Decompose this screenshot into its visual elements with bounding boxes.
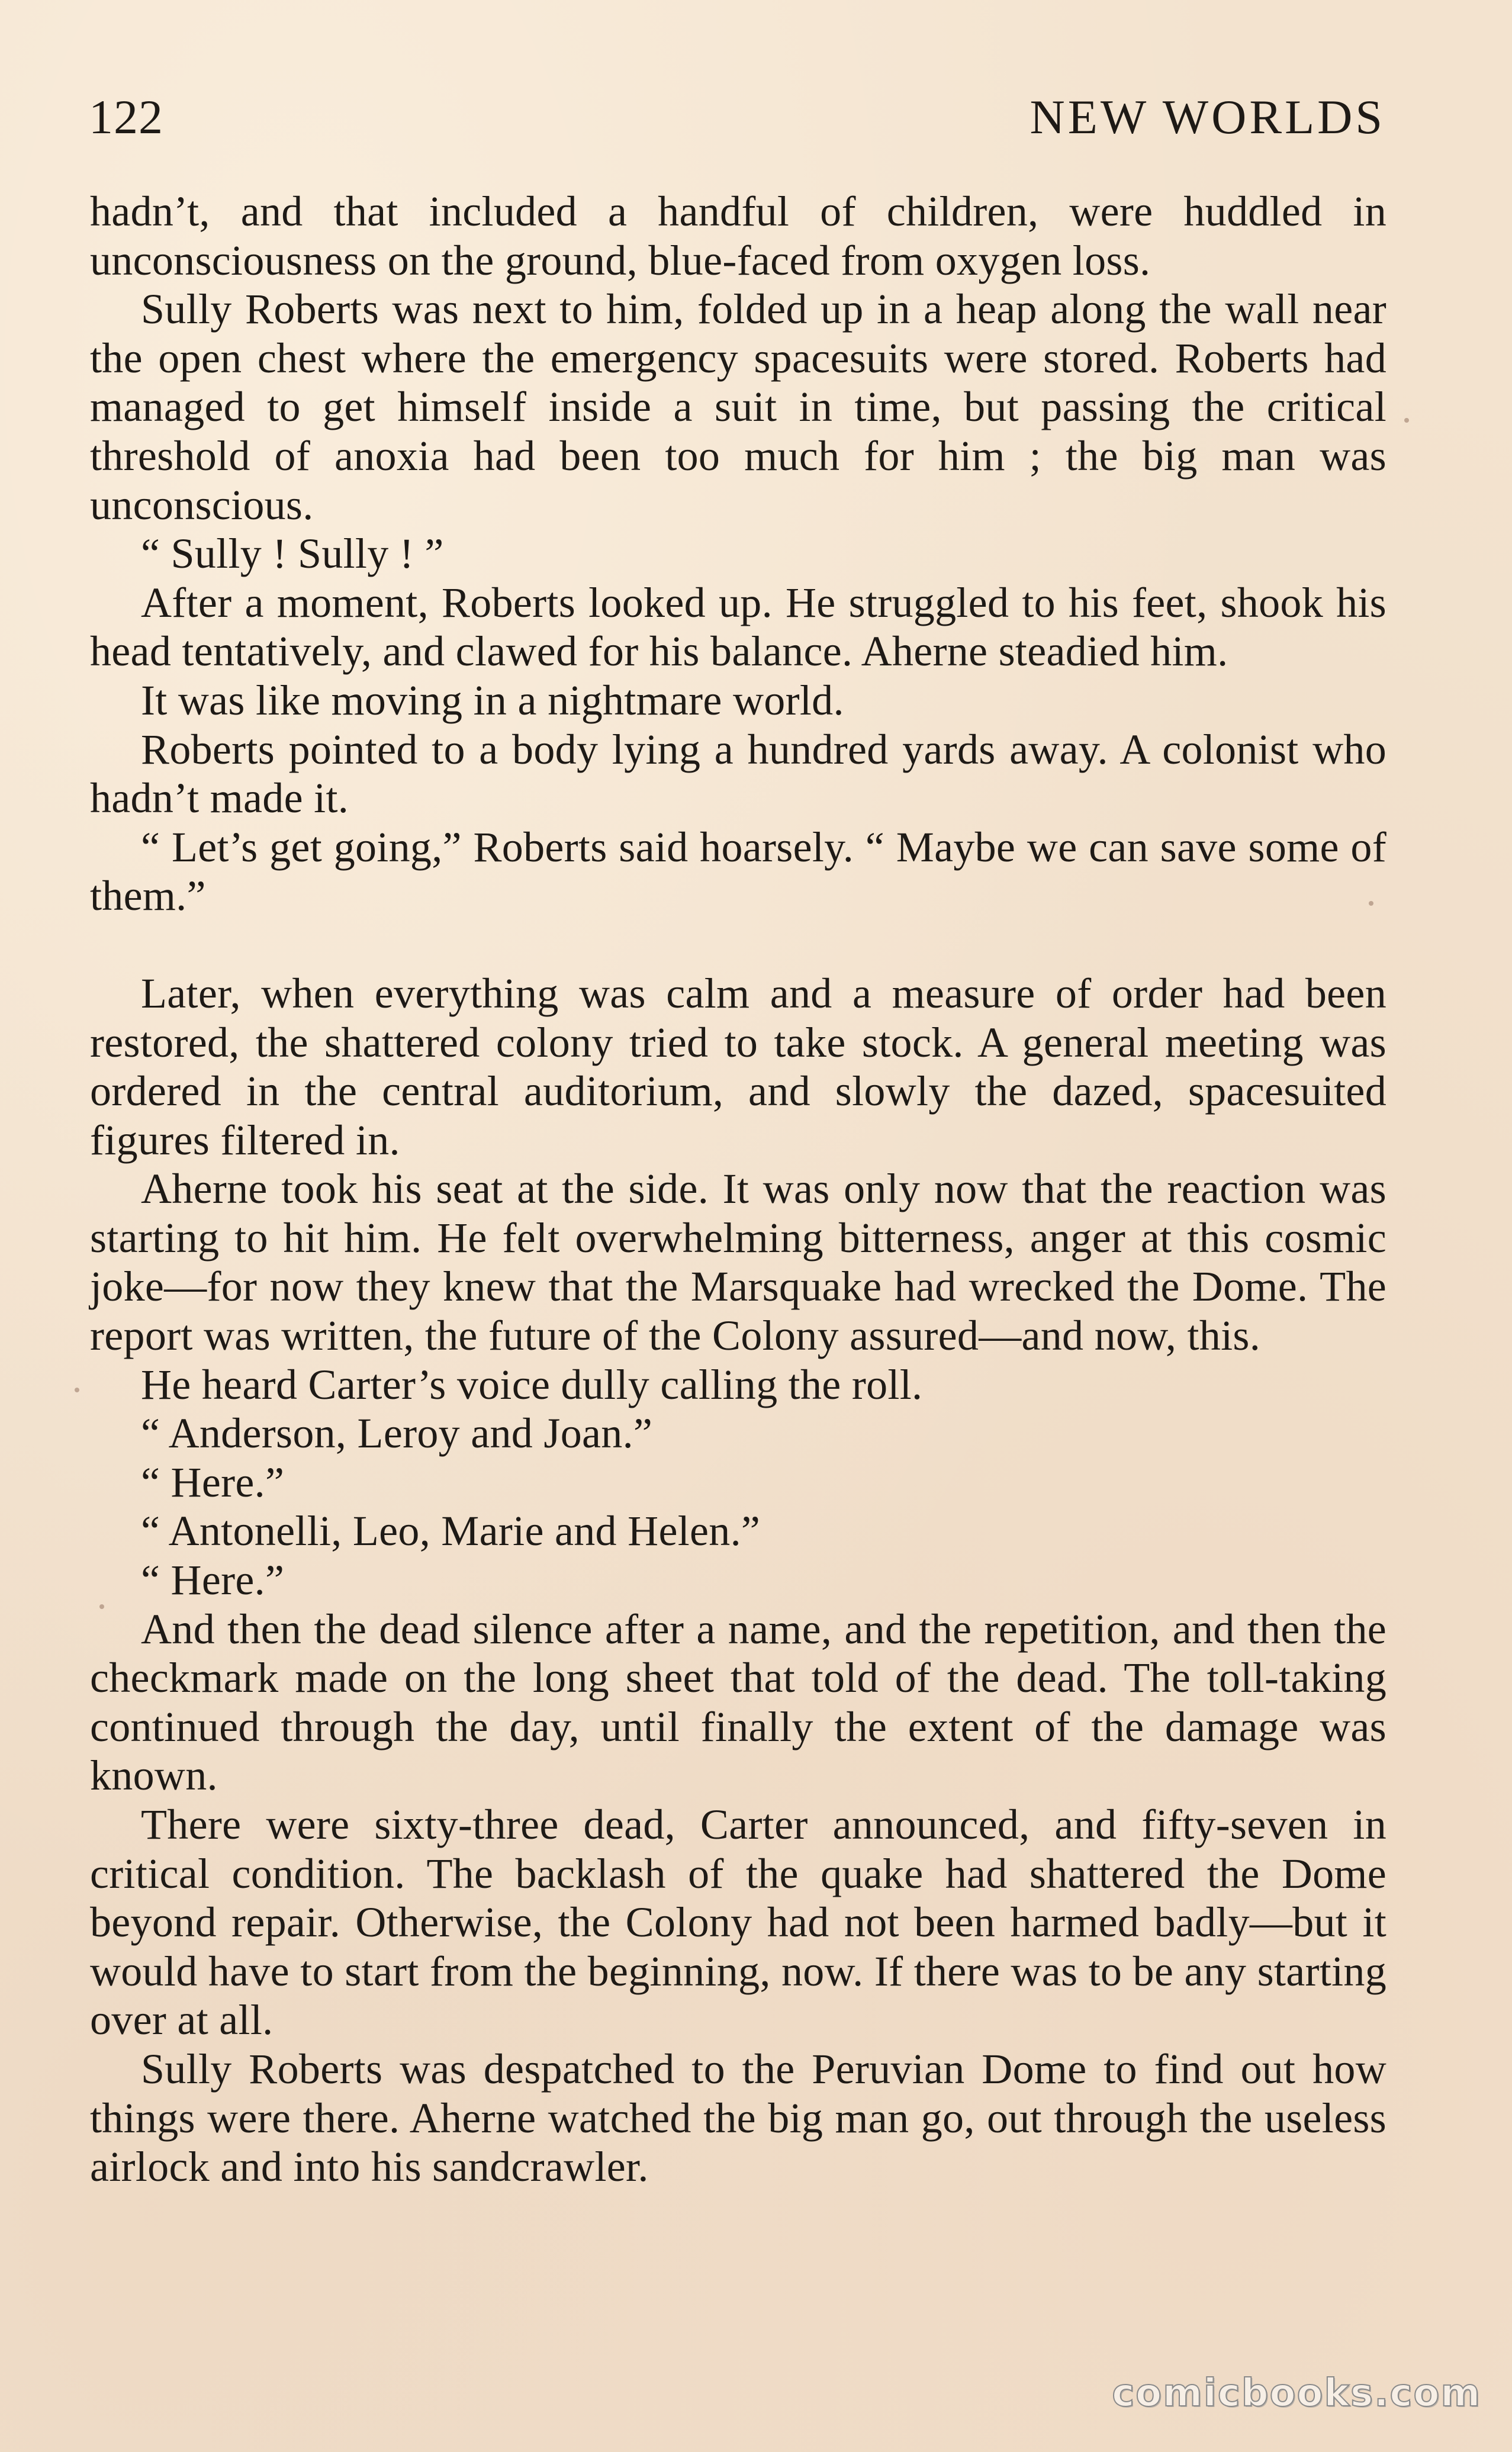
paper-speck — [1369, 901, 1373, 906]
paragraph: Later, when everything was calm and a measure of order had been restored, the shattered colony tried to take stock. A general meeting was ordered in the central auditorium, and slowly the dazed, spacesuited figures filtered in. — [90, 969, 1386, 1164]
paragraph: There were sixty-three dead, Carter announced, and fifty-seven in critical condition. The backlash of the quake had shattered the Dome beyond repair. Otherwise, the Colony had not been harmed badly—but it would have to start from the beginning, now. If there was to be any starting over at all. — [90, 1801, 1386, 2044]
paper-speck — [1404, 418, 1409, 423]
paper-speck — [99, 1604, 104, 1609]
paragraph: hadn’t, and that included a handful of children, were huddled in unconsciousness on the ground, blue-faced from oxygen loss. — [90, 188, 1386, 284]
running-head: NEW WORLDS — [1030, 90, 1385, 144]
paragraph: “ Antonelli, Leo, Marie and Helen.” — [141, 1507, 761, 1555]
page-number: 122 — [89, 90, 163, 144]
section-break — [90, 921, 1386, 969]
paragraph: “ Sully ! Sully ! ” — [141, 530, 444, 578]
paragraph: “ Here.” — [141, 1458, 285, 1506]
paper-speck — [75, 1388, 79, 1392]
paragraph: And then the dead silence after a name, and the repetition, and then the checkmark made on the long sheet that told of the dead. The toll-taking continued through the day, until finally the extent of the damage was known. — [90, 1605, 1386, 1800]
paragraph: Roberts pointed to a body lying a hundred yards away. A colonist who hadn’t made it. — [90, 725, 1386, 822]
paragraph: “ Anderson, Leroy and Joan.” — [141, 1410, 653, 1457]
paragraph: After a moment, Roberts looked up. He struggled to his feet, shook his head tentatively, and clawed for his balance. Aherne steadied him. — [90, 578, 1386, 675]
watermark-logo: comicbooks.com — [1112, 2371, 1481, 2415]
paragraph: “ Let’s get going,” Roberts said hoarsely. “ Maybe we can save some of them.” — [90, 823, 1386, 920]
paragraph: Sully Roberts was despatched to the Peruvian Dome to find out how things were there. Aherne watched the big man go, out through the useless airlock and into his sandcrawler. — [90, 2045, 1386, 2191]
body-text — [90, 187, 1386, 2192]
page-header — [89, 88, 1385, 147]
paragraph: He heard Carter’s voice dully calling the roll. — [141, 1360, 923, 1408]
paragraph: Sully Roberts was next to him, folded up in a heap along the wall near the open chest where the emergency spacesuits were stored. Roberts had managed to get himself inside a suit in time, but passing the critical threshold of anoxia had been too much for him ; the big man was unconscious. — [90, 285, 1386, 529]
paragraph: It was like moving in a nightmare world. — [141, 676, 844, 724]
paragraph: “ Here.” — [141, 1556, 285, 1604]
paragraph: Aherne took his seat at the side. It was only now that the reaction was starting to hit him. He felt overwhelming bitterness, anger at this cosmic joke—for now they knew that the Marsquake had wrecked the Dome. The report was written, the future of the Colony assured—and now, this. — [90, 1165, 1386, 1360]
